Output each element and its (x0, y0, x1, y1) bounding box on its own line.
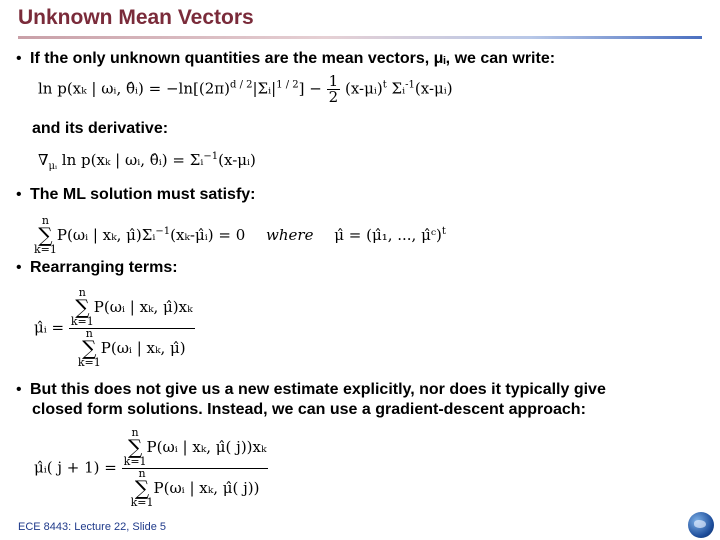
sum-upper: n (78, 286, 86, 299)
rearranged-lhs: μ̂ᵢ = (34, 318, 65, 337)
sum-lower: k=1 (123, 455, 147, 469)
iterative-denominator: n ∑ k=1P(ωᵢ | xₖ, μ̂( j)) (122, 468, 269, 509)
equation-ml-condition (34, 216, 446, 256)
sum-lower: k=1 (70, 315, 94, 329)
eq-rhs: (x-μᵢ) (344, 79, 383, 98)
bullet-ml-solution (16, 186, 256, 204)
numerator-body: P(ωᵢ | xₖ, μ̂( j))xₖ (146, 437, 267, 456)
eq-sigma-det: |Σᵢ| (252, 79, 277, 98)
eq-exp-d2: d / 2 (229, 79, 253, 91)
sum-upper: n (41, 214, 49, 227)
bullet-text-line1: But this does not give us a new estimate explicitly, nor does it typically give (30, 381, 606, 398)
eq-close: ] − (298, 79, 322, 98)
eq-transpose: t (382, 79, 387, 91)
ml-inverse: −1 (155, 225, 171, 237)
rearranged-denominator: n ∑ k=1P(ωᵢ | xₖ, μ̂) (69, 328, 195, 369)
ml-tail: (xₖ-μ̂ᵢ) = 0 (170, 225, 246, 244)
rearranged-numerator: n ∑ k=1P(ωᵢ | xₖ, μ̂)xₖ (70, 286, 193, 329)
frac-den: 2 (328, 88, 339, 106)
bullet-marker: • (16, 259, 22, 276)
derivative-inverse: −1 (203, 151, 219, 162)
bullet-text: Rearranging terms: (30, 259, 178, 276)
ml-body: P(ωᵢ | xₖ, μ̂)Σᵢ (56, 225, 156, 244)
sum-upper: n (131, 426, 139, 439)
eq-tail: (x-μᵢ) (414, 79, 453, 98)
bullet-text-line2: closed form solutions. Instead, we can use a gradient-descent approach: (32, 401, 586, 418)
bullet-text: If the only unknown quantities are the mean vectors, μᵢ, we can write: (30, 50, 556, 67)
equation-log-likelihood (38, 74, 453, 105)
equation-derivative (38, 152, 256, 172)
eq-sigma: Σᵢ (386, 79, 406, 98)
bullet-gradient-descent (16, 381, 606, 399)
equation-rearranged (34, 288, 195, 369)
bullet-rearranging (16, 259, 178, 277)
derivative-body: ln p(xₖ | ωᵢ, θ̂ᵢ) = Σᵢ (57, 151, 204, 169)
sum-lower: k=1 (77, 356, 101, 370)
grad-subscript: μᵢ (48, 161, 57, 172)
numerator-body: P(ωᵢ | xₖ, μ̂)xₖ (93, 297, 193, 316)
where-word: where (266, 225, 314, 244)
bullet-marker: • (16, 186, 22, 203)
equation-iterative (34, 428, 268, 509)
derivative-intro: and its derivative: (32, 120, 169, 137)
eq-sigma-inv: -1 (405, 79, 415, 91)
bullet-marker: • (16, 381, 22, 398)
eq-lhs: ln p(xₖ | ωᵢ, θ̂ᵢ) = −ln[(2π) (38, 79, 230, 98)
denominator-body: P(ωᵢ | xₖ, μ̂( j)) (153, 478, 260, 497)
bullet-marker: • (16, 50, 22, 67)
iterative-lhs: μ̂ᵢ( j + 1) = (34, 458, 117, 477)
iterative-fraction (122, 428, 269, 509)
iterative-numerator: n ∑ k=1P(ωᵢ | xₖ, μ̂( j))xₖ (123, 426, 267, 469)
title-divider (18, 36, 702, 39)
sum-upper: n (138, 466, 146, 480)
summation: n ∑ k=1 (34, 214, 57, 257)
bullet-text: The ML solution must satisfy: (30, 186, 256, 203)
rearranged-fraction (69, 288, 195, 369)
frac-num: 1 (328, 72, 339, 90)
mu-definition: μ̂ = (μ̂₁, ..., μ̂ᶜ) (334, 225, 442, 244)
eq-exp-half: 1 / 2 (276, 79, 299, 91)
globe-icon (688, 512, 714, 538)
denominator-body: P(ωᵢ | xₖ, μ̂) (100, 338, 186, 357)
derivative-tail: (x-μᵢ) (218, 151, 256, 169)
sum-upper: n (85, 326, 93, 340)
bullet-mean-vectors (16, 50, 555, 68)
sum-lower: k=1 (130, 496, 154, 510)
sum-lower: k=1 (34, 243, 57, 257)
slide-footer: ECE 8443: Lecture 22, Slide 5 (18, 521, 166, 533)
grad-symbol: ∇ (38, 151, 49, 169)
mu-def-transpose: t (441, 225, 446, 237)
eq-half-fraction (327, 74, 341, 105)
slide-title: Unknown Mean Vectors (18, 6, 254, 29)
